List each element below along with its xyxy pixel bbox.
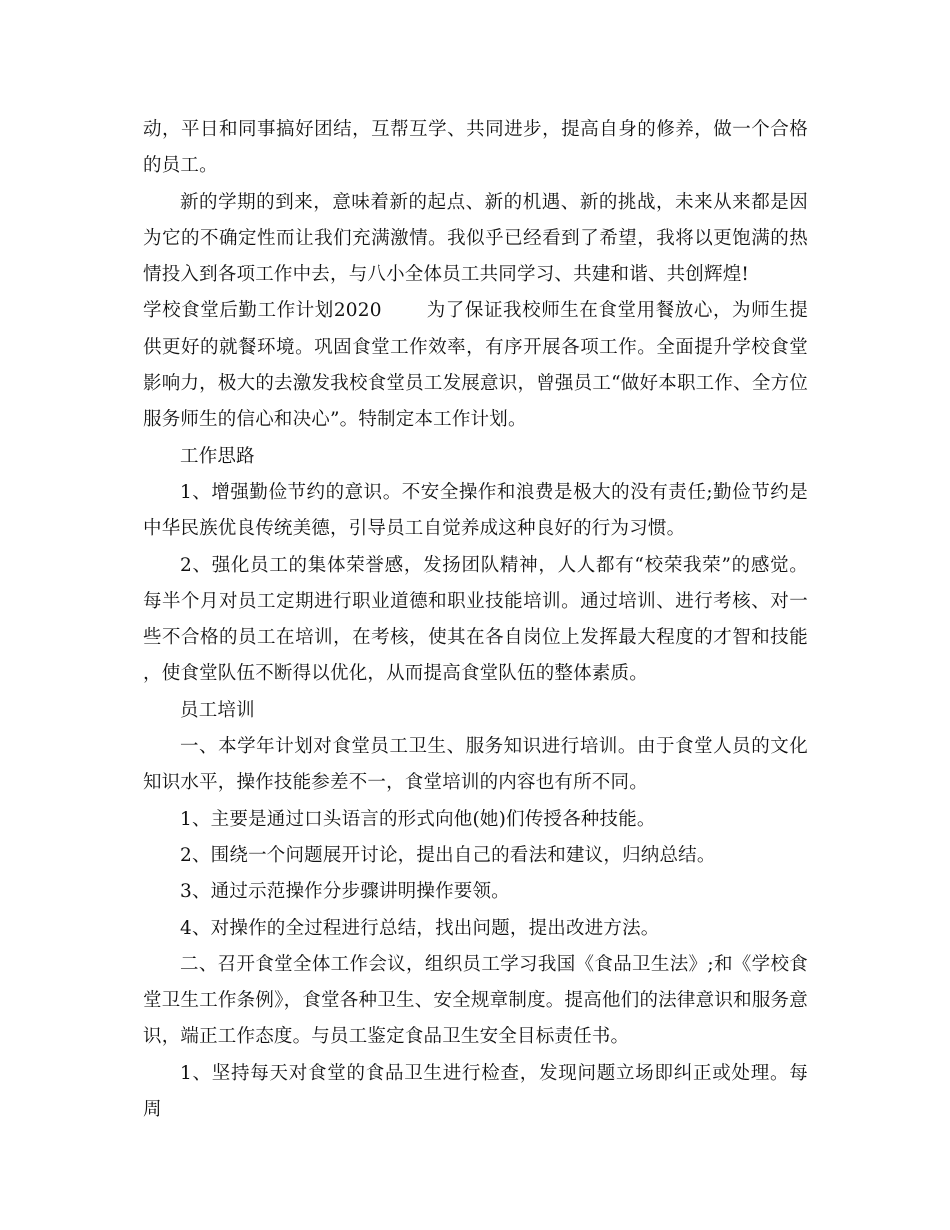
document-body: [143, 112, 808, 1128]
section-heading-staff-training: 员工培训: [180, 699, 255, 721]
paragraph-11: 3、通过示范操作分步骤讲明操作要领。: [180, 881, 510, 903]
paragraph-10: 2、围绕一个问题展开讨论，提出自己的看法和建议，归纳总结。: [180, 844, 716, 866]
paragraph-2: 新的学期的到来，意味着新的起点、新的机遇、新的挑战，未来从来都是因为它的不确定性而让我们充满激情。我似乎已经看到了希望，我将以更饱满的热情投入到各项工作中去，与八小全体员工共同学习、共建和谐、共创辉煌!: [143, 191, 808, 286]
paragraph-3: 学校食堂后勤工作计划2020 为了保证我校师生在食堂用餐放心，为师生提供更好的就餐环境。巩固食堂工作效率，有序开展各项工作。全面提升学校食堂影响力，极大的去激发我校食堂员工发展意识，曾强员工“做好本职工作、全方位服务师生的信心和决心”。特制定本工作计划。: [143, 300, 808, 431]
paragraph-1: 动，平日和同事搞好团结，互帮互学、共同进步，提高自身的修养，做一个合格的员工。: [143, 119, 808, 177]
paragraph-13: 二、召开食堂全体工作会议，组织员工学习我国《食品卫生法》;和《学校食堂卫生工作条例》，食堂各种卫生、安全规章制度。提高他们的法律意识和服务意识，端正工作态度。与员工鉴定食品卫生安全目标责任书。: [143, 953, 808, 1048]
paragraph-12: 4、对操作的全过程进行总结，找出问题，提出改进方法。: [180, 917, 660, 939]
paragraph-6: 2、强化员工的集体荣誉感，发扬团队精神，人人都有“校荣我荣”的感觉。每半个月对员工定期进行职业道德和职业技能培训。通过培训、进行考核、对一些不合格的员工在培训，在考核，使其在各自岗位上发挥最大程度的才智和技能，使食堂队伍不断得以优化，从而提高食堂队伍的整体素质。: [143, 554, 808, 685]
paragraph-14: 1、坚持每天对食堂的食品卫生进行检查，发现问题立场即纠正或处理。每周: [143, 1062, 808, 1121]
section-heading-work-ideas: 工作思路: [180, 445, 255, 467]
paragraph-5: 1、增强勤俭节约的意识。不安全操作和浪费是极大的没有责任;勤俭节约是中华民族优良传统美德，引导员工自觉养成这种良好的行为习惯。: [143, 481, 808, 540]
paragraph-9: 1、主要是通过口头语言的形式向他(她)们传授各种技能。: [180, 808, 656, 830]
paragraph-8: 一、本学年计划对食堂员工卫生、服务知识进行培训。由于食堂人员的文化知识水平，操作技能参差不一，食堂培训的内容也有所不同。: [143, 736, 808, 794]
